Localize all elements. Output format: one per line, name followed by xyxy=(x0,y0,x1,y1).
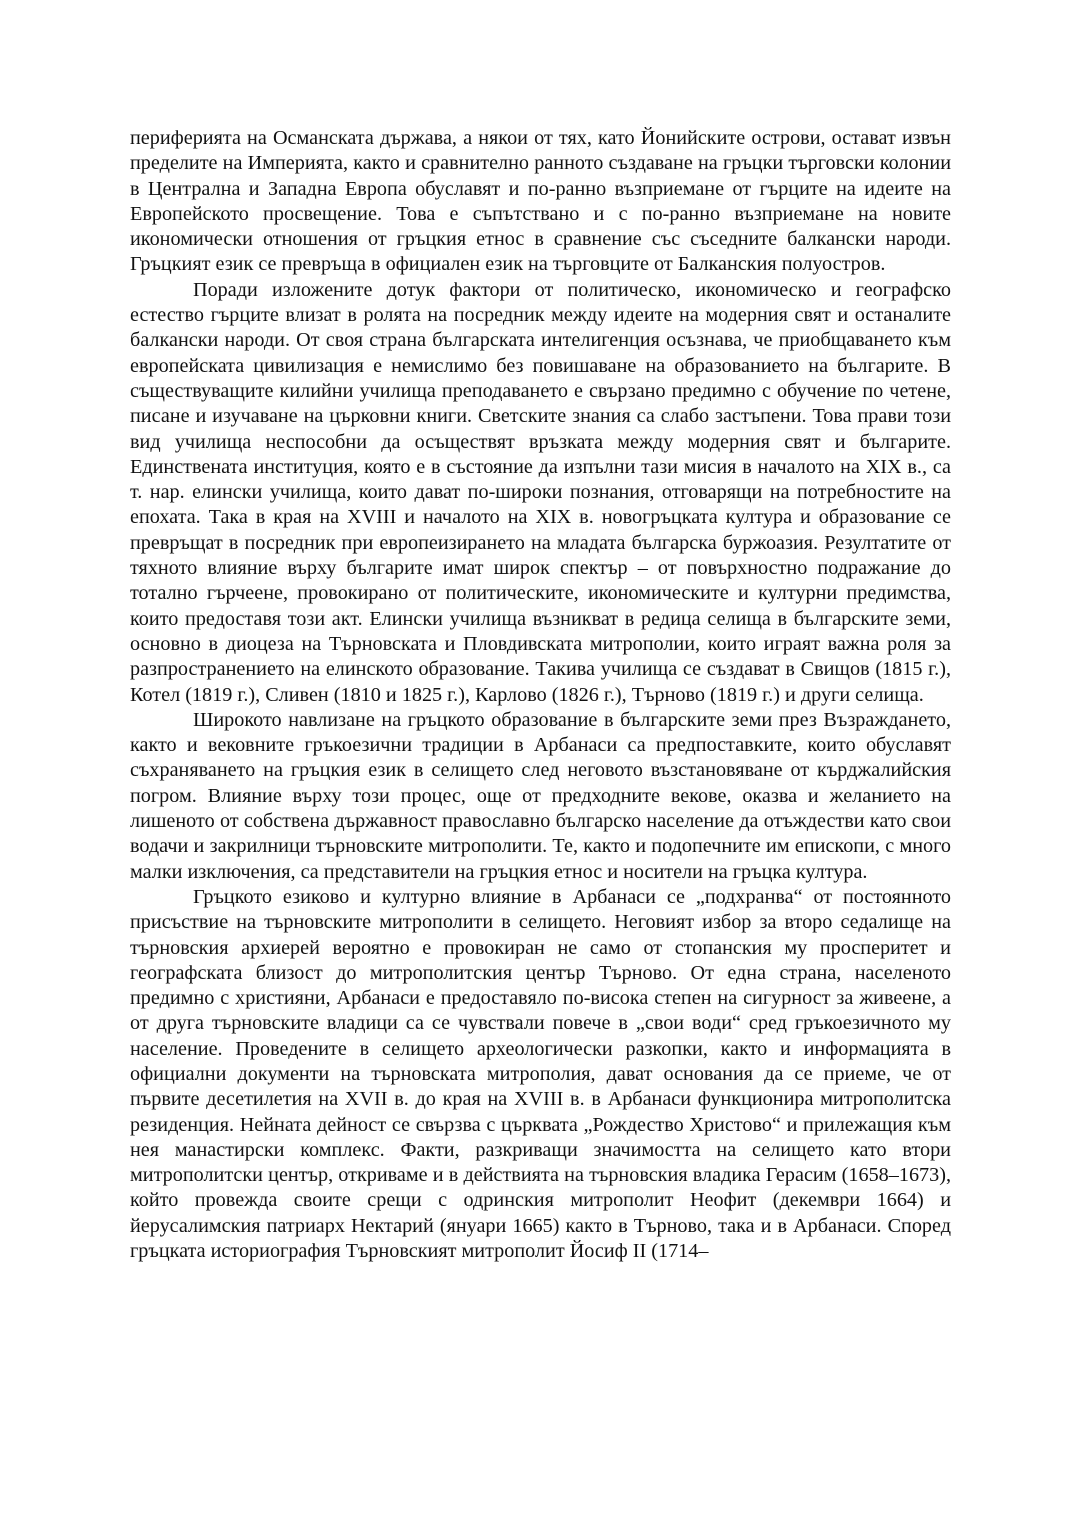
paragraph-3: Широкото навлизане на гръцкото образование в българските земи през Възраждането, както и вековните гръкоезични традиции в Арбанаси са предпоставките, които обуславят съхраняването на гръцкия език в селището след неговото възстановяване от кърджалийския погром. Влияние върху този процес, още от предходните векове, оказва и желанието на лишеното от собствена държавност православно българско население да отъждестви като свои водачи и закрилници търновските митрополити. Те, както и подопечните им епископи, с много малки изключения, са представители на гръцкия етнос и носители на гръцка култура. xyxy=(130,708,951,883)
paragraph-4: Гръцкото езиково и културно влияние в Арбанаси се „подхранва“ от постоянното присъствие на търновските митрополити в селището. Неговият избор за второ седалище на търновския архиерей вероятно е провокиран не само от стопанския му просперитет и географската близост до митрополитския център Търново. От една страна, населеното предимно с християни, Арбанаси е предоставяло по-висока степен на сигурност за живеене, а от друга търновските владици са се чувствали повече в „свои води“ сред гръкоезичното му население. Проведените в селището археологически разкопки, както и информацията в официални документи на търновската митрополия, дават основания да се приеме, че от първите десетилетия на XVII в. до края на XVIII в. в Арбанаси функционира митрополитска резиденция. Нейната дейност се свързва с църквата „Рождество Христово“ и прилежащия към нея манастирски комплекс. Факти, разкриващи значимостта на селището като втори митрополитски център, откриваме и в действията на търновския владика Герасим (1658–1673), който провежда своите срещи с одринския митрополит Неофит (декември 1664) и йерусалимския патриарх Нектарий (януари 1665) както в Търново, така и в Арбанаси. Според гръцката историография Търновският митрополит Йосиф II (1714– xyxy=(130,885,951,1263)
paragraph-2: Поради изложените дотук фактори от политическо, икономическо и географско естество гърците влизат в ролята на посредник между идеите на модерния свят и останалите балкански народи. От своя страна българската интелигенция осъзнава, че приобщаването към европейската цивилизация е немислимо без повишаване на образованието на българите. В съществуващите килийни училища преподаването е свързано предимно с обучение по четене, писане и изучаване на църковни книги. Светските знания са слабо застъпени. Това прави този вид училища неспособни да осъществят връзката между модерния свят и българите. Единствената институция, която е в състояние да изпълни тази мисия в началото на XIX в., са т. нар. елински училища, които дават по-широки познания, отговарящи на потребностите на епохата. Така в края на XVIII и началото на XIX в. новогръцката култура и образование се превръщат в посредник при европеизирането на младата българска буржоазия. Резултатите от тяхното влияние върху българите имат широк спектър – от повърхностно подражание до тотално гърчеене, провокирано от политическите, икономическите и културни предимства, които предоставя този акт. Елински училища възникват в редица селища в българските земи, основно в диоцеза на Търновската и Пловдивската митрополии, които играят важна роля за разпространението на елинското образование. Такива училища се създават в Свищов (1815 г.), Котел (1819 г.), Сливен (1810 и 1825 г.), Карлово (1826 г.), Търново (1819 г.) и други селища. xyxy=(130,278,951,706)
body-text xyxy=(130,126,951,1264)
paragraph-1: периферията на Османската държава, а някои от тях, като Йонийските острови, остават извън пределите на Империята, както и сравнително ранното създаване на гръцки търговски колонии в Централна и Западна Европа обуславят и по-ранно възприемане от гърците на идеите на Европейското просвещение. Това е съпътствано и с по-ранно възприемане на новите икономически отношения от гръцкия етнос в сравнение със съседните балкански народи. Гръцкият език се превръща в официален език на търговците от Балканския полуостров. xyxy=(130,127,951,276)
